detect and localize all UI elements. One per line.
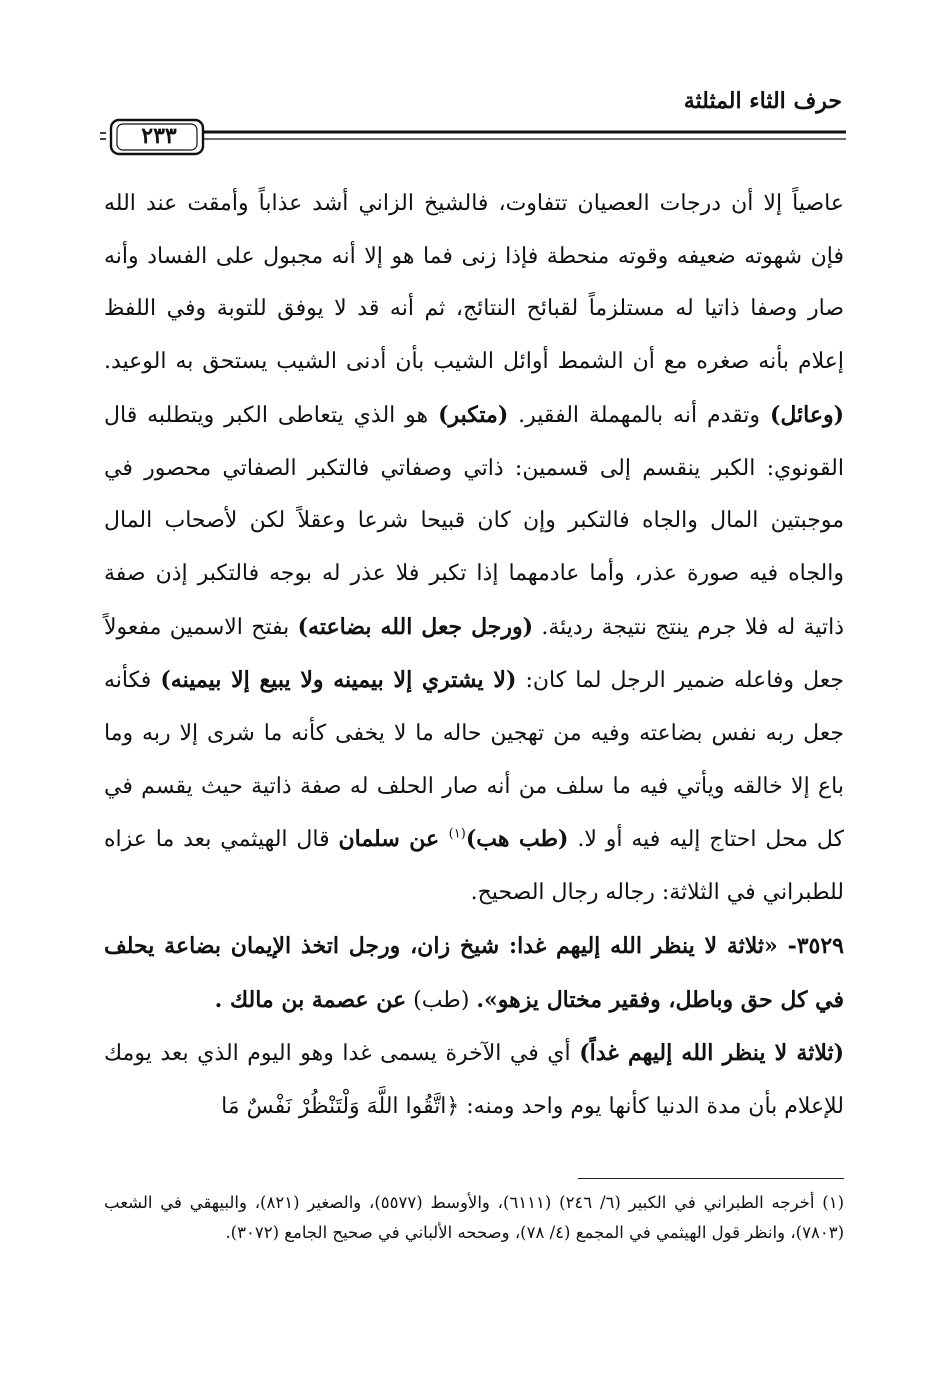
page-number: ٢٣٣ bbox=[141, 123, 177, 149]
bold-term: (ثلاثة لا ينظر الله إليهم غداً) bbox=[579, 1040, 844, 1067]
bold-term: (ورجل جعل الله بضاعته) bbox=[297, 613, 534, 640]
running-header-title: حرف الثاء المثلثة bbox=[683, 88, 842, 114]
text-run: فكأنه جعل ربه نفس بضاعته وفيه من تهجين حاله ما لا يخفى كأنه ما شرى إلا ربه وما باع إلا خالقه ويأتي فيه ما سلف من أنه صار الحلف له صفة ذاتية حيث يقسم في كل محل احتاج إليه فيه أو لا. bbox=[104, 668, 844, 853]
text-run: هو الذي يتعاطى الكبر ويتطلبه قال القونوي: الكبر ينقسم إلى قسمين: ذاتي وصفاتي فالتكبر الصفاتي محصور في موجبتين المال والجاه فالتكبر وإن كان قبيحا شرعا وعقلاً لكن لأصحاب المال والجاه فيه صورة عذر، وأما عادمهما إذا تكبر فلا عذر له بوجه فالتكبر إذن صفة ذاتية له فلا جرم ينتج نتيجة رديئة. bbox=[104, 402, 845, 640]
bold-term: (متكبر) bbox=[438, 401, 509, 428]
footnote-separator bbox=[578, 1178, 844, 1179]
header-ornament-rule bbox=[100, 118, 846, 158]
source-abbreviation: (طب هب) bbox=[465, 826, 569, 853]
text-run: بفتح الاسمين مفعولاً جعل وفاعله ضمير الرجل لما كان: bbox=[104, 614, 845, 694]
main-text bbox=[104, 178, 844, 1134]
footnote-reference[interactable]: (١) bbox=[448, 827, 466, 843]
bold-term: (لا يشتري إلا بيمينه ولا يبيع إلا بيمينه) bbox=[160, 667, 517, 694]
footnote: (١) أخرجه الطبراني في الكبير (٦/ ٢٤٦) (٦١١١)، والأوسط (٥٥٧٧)، والصغير (٨٢١)، والبيهقي في الشعب (٧٨٠٣)، وانظر قول الهيثمي في المجمع (٤/ ٧٨)، وصححه الألباني في صحيح الجامع (٣٠٧٢). bbox=[104, 1193, 845, 1242]
narrator-name: عن عصمة بن مالك . bbox=[214, 986, 407, 1013]
text-run: قال الهيثمي بعد ما عزاه للطبراني في الثلاثة: رجاله رجال الصحيح. bbox=[104, 827, 844, 906]
bold-term: (وعائل) bbox=[769, 401, 844, 428]
text-run: عاصياً إلا أن درجات العصيان تتفاوت، فالشيخ الزاني أشد عذاباً وأمقت عند الله فإن شهوته ضعيفه وقوته منحطة فإذا زنى فما هو إلا أنه مجبول على الفساد وأنه صار وصفا ذاتيا له مستلزماً لقبائح النتائج، ثم أنه قد لا يوفق للتوبة وفي اللفظ إعلام بأنه صغره مع أن الشمط أوائل الشيب بأن أدنى الشيب يستحق به الوعيد. bbox=[104, 191, 844, 375]
commentary-paragraph bbox=[104, 178, 844, 920]
quran-quote: ﴿اتَّقُوا اللَّهَ وَلْتَنْظُرْ نَفْسٌ مَا bbox=[221, 1093, 460, 1119]
text-run: أي في الآخرة يسمى غدا وهو اليوم الذي بعد يومك للإعلام بأن مدة الدنيا كأنها يوم واحد ومنه: bbox=[104, 1041, 844, 1119]
text-run: (طب) bbox=[406, 987, 477, 1013]
hadith-text: «ثلاثة لا ينظر الله إليهم غدا: شيخ زان، ورجل اتخذ الإيمان بضاعة يحلف في كل حق وباطل، وفقير مختال يزهو». bbox=[104, 932, 844, 1013]
narrator-name: عن سلمان bbox=[338, 826, 449, 853]
text-run: وتقدم أنه بالمهملة الفقير. bbox=[508, 402, 770, 428]
commentary-paragraph bbox=[104, 1027, 844, 1133]
hadith-paragraph bbox=[104, 920, 844, 1027]
hadith-number: ٣٥٢٩- bbox=[777, 932, 844, 959]
